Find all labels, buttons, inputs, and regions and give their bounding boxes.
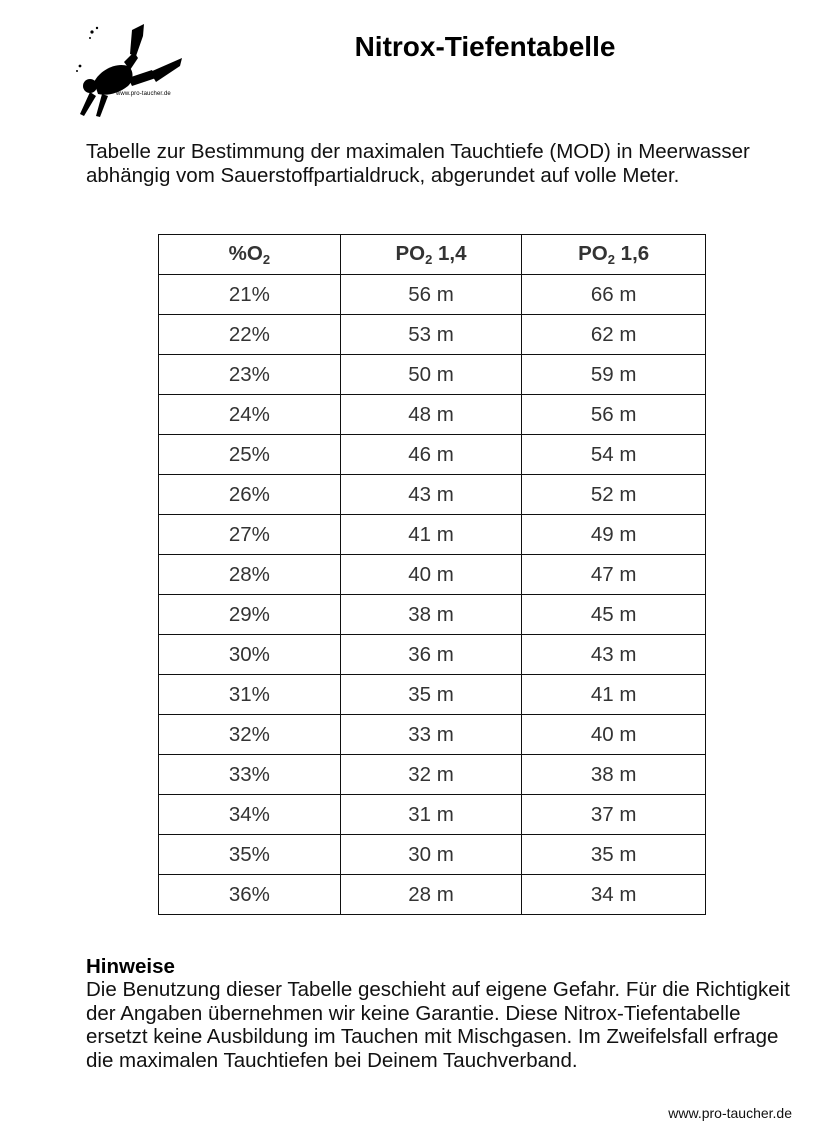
header-po2-1-6: $PO_2$ 1,6 <box>522 235 706 275</box>
notes-body: Die Benutzung dieser Tabelle geschieht auf eigene Gefahr. Für die Richtigkeit der Angaben übernehmen wir keine Garantie. Diese Nitrox-Tiefentabelle ersetzt keine Ausbildung im Tauchen mit Mischgasen. Im Zweifelsfall erfrage die maximalen Tauchtiefen bei Deinem Tauchverband. <box>86 978 790 1072</box>
cell-mod-po2-1-6: 54 m <box>522 435 706 475</box>
table-row <box>159 715 706 755</box>
cell-mod-po2-1-4: 33 m <box>340 715 522 755</box>
cell-mod-po2-1-4: 28 m <box>340 875 522 915</box>
cell-o2-percent: 26% <box>159 475 341 515</box>
cell-mod-po2-1-4: 40 m <box>340 555 522 595</box>
cell-mod-po2-1-4: 50 m <box>340 355 522 395</box>
notes-section <box>86 955 798 1072</box>
cell-mod-po2-1-4: 48 m <box>340 395 522 435</box>
cell-mod-po2-1-6: 41 m <box>522 675 706 715</box>
table-row <box>159 795 706 835</box>
mod-table <box>158 234 706 915</box>
cell-mod-po2-1-6: 59 m <box>522 355 706 395</box>
intro-paragraph: Tabelle zur Bestimmung der maximalen Tauchtiefe (MOD) in Meerwasser abhängig vom Sauerstoffpartialdruck, abgerundet auf volle Meter. <box>86 140 750 187</box>
cell-mod-po2-1-4: 32 m <box>340 755 522 795</box>
cell-mod-po2-1-4: 53 m <box>340 315 522 355</box>
scuba-diver-icon <box>72 22 187 122</box>
cell-mod-po2-1-6: 40 m <box>522 715 706 755</box>
cell-mod-po2-1-4: 38 m <box>340 595 522 635</box>
page-title: Nitrox-Tiefentabelle <box>354 31 616 62</box>
cell-mod-po2-1-6: 56 m <box>522 395 706 435</box>
table-row <box>159 315 706 355</box>
cell-o2-percent: 22% <box>159 315 341 355</box>
cell-o2-percent: 31% <box>159 675 341 715</box>
notes-heading: Hinweise <box>86 955 175 978</box>
table-row <box>159 635 706 675</box>
header-po2-1-4: $PO_2$ 1,4 <box>340 235 522 275</box>
table-row <box>159 275 706 315</box>
table-row <box>159 435 706 475</box>
footer-url: www.pro-taucher.de <box>668 1105 792 1121</box>
cell-o2-percent: 36% <box>159 875 341 915</box>
cell-o2-percent: 35% <box>159 835 341 875</box>
cell-mod-po2-1-4: 35 m <box>340 675 522 715</box>
cell-mod-po2-1-6: 49 m <box>522 515 706 555</box>
table-row <box>159 755 706 795</box>
cell-o2-percent: 33% <box>159 755 341 795</box>
cell-mod-po2-1-6: 47 m <box>522 555 706 595</box>
table-row <box>159 835 706 875</box>
cell-mod-po2-1-6: 34 m <box>522 875 706 915</box>
cell-mod-po2-1-6: 43 m <box>522 635 706 675</box>
table-row <box>159 515 706 555</box>
cell-o2-percent: 30% <box>159 635 341 675</box>
cell-o2-percent: 24% <box>159 395 341 435</box>
table-row <box>159 675 706 715</box>
cell-mod-po2-1-4: 30 m <box>340 835 522 875</box>
table-row <box>159 595 706 635</box>
cell-mod-po2-1-6: 35 m <box>522 835 706 875</box>
table-row <box>159 875 706 915</box>
table-row <box>159 555 706 595</box>
cell-o2-percent: 29% <box>159 595 341 635</box>
table-row <box>159 395 706 435</box>
cell-o2-percent: 25% <box>159 435 341 475</box>
cell-o2-percent: 28% <box>159 555 341 595</box>
cell-o2-percent: 23% <box>159 355 341 395</box>
cell-mod-po2-1-6: 38 m <box>522 755 706 795</box>
cell-o2-percent: 32% <box>159 715 341 755</box>
table-body <box>159 275 706 915</box>
logo <box>72 22 187 122</box>
cell-mod-po2-1-4: 43 m <box>340 475 522 515</box>
header-o2-percent: $\%O_2$ <box>159 235 341 275</box>
cell-mod-po2-1-4: 41 m <box>340 515 522 555</box>
table-row <box>159 355 706 395</box>
cell-mod-po2-1-6: 37 m <box>522 795 706 835</box>
cell-mod-po2-1-4: 46 m <box>340 435 522 475</box>
table-row <box>159 475 706 515</box>
cell-mod-po2-1-4: 56 m <box>340 275 522 315</box>
cell-mod-po2-1-6: 62 m <box>522 315 706 355</box>
cell-o2-percent: 27% <box>159 515 341 555</box>
cell-o2-percent: 21% <box>159 275 341 315</box>
cell-mod-po2-1-6: 66 m <box>522 275 706 315</box>
logo-text: www.pro-taucher.de <box>116 91 171 97</box>
table-header-row <box>159 235 706 275</box>
cell-mod-po2-1-4: 31 m <box>340 795 522 835</box>
cell-mod-po2-1-4: 36 m <box>340 635 522 675</box>
cell-o2-percent: 34% <box>159 795 341 835</box>
cell-mod-po2-1-6: 45 m <box>522 595 706 635</box>
cell-mod-po2-1-6: 52 m <box>522 475 706 515</box>
